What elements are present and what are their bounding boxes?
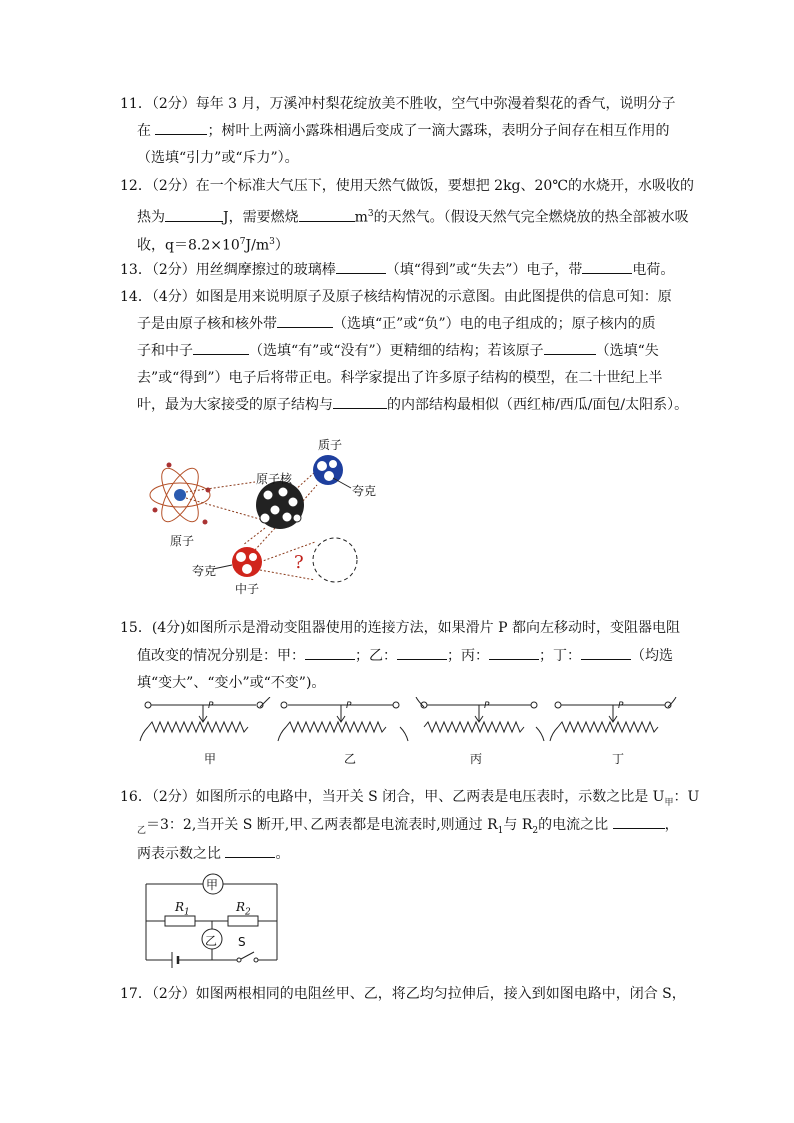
atom-structure-figure xyxy=(135,430,395,600)
q11-blank1[interactable] xyxy=(155,120,207,135)
quark-label-2: 夸克 xyxy=(192,564,217,578)
unknown-structure-circle xyxy=(313,538,357,582)
q16-blank2[interactable] xyxy=(225,843,275,858)
q14-blank1[interactable] xyxy=(277,313,333,328)
q16-line1: 16．（2分）如图所示的电路中，当开关 S 闭合，甲、乙两表是电压表时，示数之比是 $U_甲$：U xyxy=(120,789,700,808)
q12-line1: 12．（2分）在一个标准大气压下，使用天然气做饭，要想把 2kg、20℃的水烧开，水吸收的 xyxy=(120,178,694,194)
caption-bing: 丙 xyxy=(470,752,483,766)
q11-line3: （选填“引力”或“斥力”）。 xyxy=(137,150,299,166)
q14-blank3[interactable] xyxy=(544,340,596,355)
electron xyxy=(203,520,208,525)
caption-jia: 甲 xyxy=(204,752,217,766)
electron xyxy=(153,508,158,513)
q16-line3: 两表示数之比 。 xyxy=(137,843,289,865)
q14-line3: 子和中子 （选填“有”或“没有”）更精细的结构；若该原子 （选填“失 xyxy=(137,340,659,362)
q15-blank4[interactable] xyxy=(581,645,631,660)
q12-line3: 收，$q=8.2\times 10^7J/m^3$） xyxy=(137,237,289,254)
question-mark: ? xyxy=(294,552,304,573)
q12-blank1[interactable] xyxy=(165,207,223,222)
atom-core xyxy=(174,489,186,501)
meter-jia-label: 甲 xyxy=(206,878,219,892)
r2-label: $R_2$ xyxy=(236,900,251,918)
quark-label-1: 夸克 xyxy=(352,484,377,498)
atom-label: 原子 xyxy=(170,534,195,548)
proton-label: 质子 xyxy=(318,438,343,452)
neutron xyxy=(232,547,262,577)
rheostat-jia xyxy=(140,697,270,741)
caption-yi: 乙 xyxy=(344,752,357,766)
q12-blank2[interactable] xyxy=(299,207,355,222)
q16-line2: $_乙$＝3：2,当开关 S 断开,甲､乙两表都是电流表时,则通过 $R_1$与 $R_2$的电流之比 ， xyxy=(137,814,679,842)
q15-line1: 15．(4分)如图所示是滑动变阻器使用的连接方法，如果滑片 P 都向左移动时，变阻器电阻 xyxy=(120,620,680,636)
electron xyxy=(167,463,172,468)
q15-blank2[interactable] xyxy=(397,645,447,660)
rheostat-ding xyxy=(550,697,676,741)
slider-p-label-yi: P xyxy=(346,701,352,711)
q14-line5: 叶，最为大家接受的原子结构与 的内部结构最相似（西红柿/西瓜/面包/太阳系）。 xyxy=(137,394,688,416)
slider-p-label-jia: P xyxy=(208,701,214,711)
resistor-r1 xyxy=(165,916,195,926)
switch-blade xyxy=(241,952,254,959)
q14-line2: 子是由原子核和核外带 （选填“正”或“负”）电的电子组成的；原子核内的质 xyxy=(137,313,656,335)
r1-label: $R_1$ xyxy=(175,900,190,918)
resistor-r2 xyxy=(228,916,258,926)
q11-line1: 11．（2分）每年 3 月，万溪冲村梨花绽放美不胜收，空气中弥漫着梨花的香气，说明分子 xyxy=(120,96,676,112)
q13-blank2[interactable] xyxy=(582,259,632,274)
slider-p-label-bing: P xyxy=(484,701,490,711)
q14-blank4[interactable] xyxy=(333,394,387,409)
q14-line1: 14．（4分）如图是用来说明原子及原子核结构情况的示意图。由此图提供的信息可知：原 xyxy=(120,289,672,305)
rheostat-bing xyxy=(416,697,544,741)
q15-blank3[interactable] xyxy=(489,645,539,660)
q15-blank1[interactable] xyxy=(305,645,355,660)
caption-ding: 丁 xyxy=(612,752,625,766)
rheostat-figures xyxy=(138,697,678,747)
q13-blank1[interactable] xyxy=(336,259,386,274)
q15-line2: 值改变的情况分别是：甲： ；乙： ；丙： ；丁： （均选 xyxy=(137,645,673,667)
meter-yi-label: 乙 xyxy=(205,934,218,948)
rheostat-yi xyxy=(278,702,408,741)
nucleus-label: 原子核 xyxy=(256,472,293,486)
q11-line2: 在 ；树叶上两滴小露珠相遇后变成了一滴大露珠，表明分子间存在相互作用的 xyxy=(137,120,669,142)
q15-line3: 填“变大”、“变小”或“不变”)。 xyxy=(137,675,326,691)
q14-line4: 去”或“得到”）电子后将带正电。科学家提出了许多原子结构的模型，在二十世纪上半 xyxy=(137,370,663,386)
quark-pointer xyxy=(333,478,351,488)
switch-label: S xyxy=(238,935,246,949)
q17-line1: 17．（2分）如图两根相同的电阻丝甲、乙，将乙均匀拉伸后，接入到如图电路中，闭合 S， xyxy=(120,986,686,1002)
q16-blank1[interactable] xyxy=(613,814,665,829)
nucleus xyxy=(256,481,304,529)
q12-line2: 热为 J，需要燃烧 $m^3$的天然气。（假设天然气完全燃烧放的热全部被水吸 xyxy=(137,203,689,229)
neutron-label: 中子 xyxy=(235,582,260,596)
switch-pivot xyxy=(237,958,241,962)
q13-line1: 13．（2分）用丝绸摩擦过的玻璃棒 （填“得到”或“失去”）电子，带 电荷。 xyxy=(120,259,674,281)
q14-blank2[interactable] xyxy=(193,340,249,355)
slider-p-label-ding: P xyxy=(618,701,624,711)
